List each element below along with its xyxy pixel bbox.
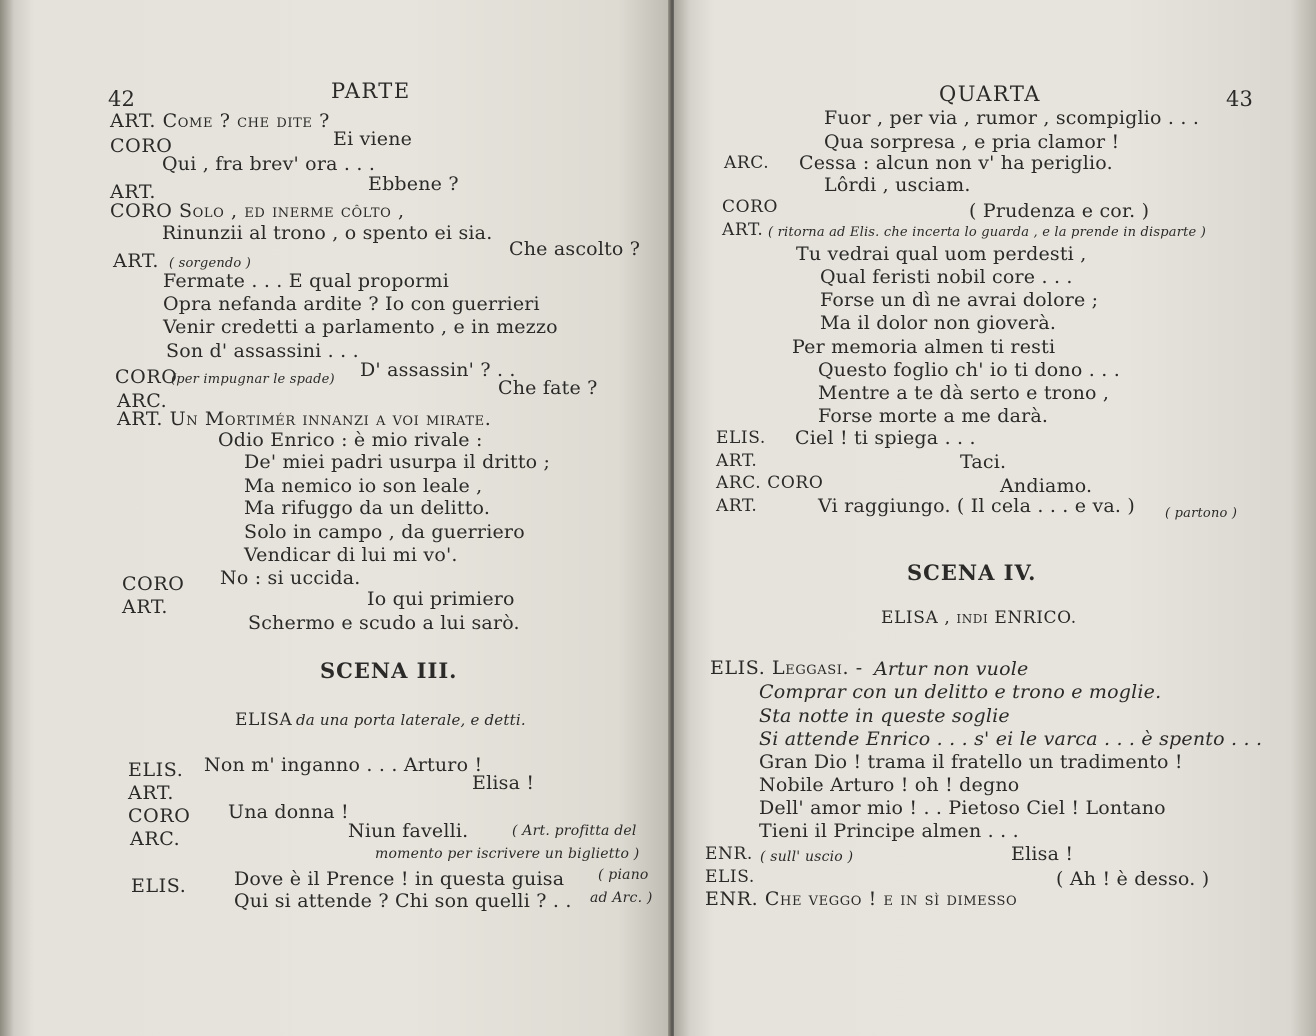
text-line: Forse un dì ne avrai dolore ;: [820, 289, 1099, 311]
text-line: Che ascolto ?: [509, 238, 641, 260]
speaker: ELIS.: [131, 875, 187, 897]
speaker: ART.: [722, 220, 764, 240]
text-line: CORO Solo , ed inerme côlto ,: [110, 200, 405, 222]
text-line: ART. Come ? che dite ?: [110, 110, 330, 132]
speaker: ELIS.: [716, 428, 766, 448]
text-line: Taci.: [960, 451, 1007, 473]
text-line: D' assassin' ? . .: [360, 359, 516, 381]
speaker: ART.: [128, 782, 175, 804]
text-line: Schermo e scudo a lui sarò.: [248, 612, 520, 634]
text-line: ART. Un Mortimér innanzi a voi mirate.: [117, 408, 492, 430]
text-line: Ciel ! ti spiega . . .: [795, 427, 976, 449]
stage-direction: ad Arc. ): [590, 890, 653, 906]
text-line: Io qui primiero: [367, 588, 515, 610]
text-line: Vi raggiungo. ( Il cela . . . e va. ): [818, 495, 1136, 517]
stage-direction: ( Art. profitta del: [512, 823, 637, 839]
text-line: Tu vedrai qual uom perdesti ,: [796, 243, 1087, 265]
text-line: Gran Dio ! trama il fratello un tradimento !: [759, 751, 1183, 773]
speaker: ART.: [122, 596, 169, 618]
scene-cast: ELISA , indi ENRICO.: [881, 608, 1077, 628]
scene-title: SCENA III.: [320, 658, 458, 683]
text-line: Qual feristi nobil core . . .: [820, 266, 1073, 288]
text-line: Fuor , per via , rumor , scompiglio . . .: [824, 107, 1200, 129]
speaker: CORO: [115, 366, 178, 388]
speaker: CORO: [722, 197, 779, 217]
text-line: No : si uccida.: [220, 567, 361, 589]
text-line: Questo foglio ch' io ti dono . . .: [818, 359, 1120, 381]
text-line: De' miei padri usurpa il dritto ;: [244, 451, 551, 473]
text-line: Ebbene ?: [368, 173, 459, 195]
text-line: Elisa !: [1011, 843, 1074, 865]
stage-direction: ( partono ): [1165, 506, 1238, 521]
page-number: 42: [108, 87, 136, 111]
text-line: Vendicar di lui mi vo'.: [244, 544, 458, 566]
text-line: Forse morte a me darà.: [818, 405, 1049, 427]
text-line: Qua sorpresa , e pria clamor !: [824, 131, 1120, 153]
text-line: ENR. Che veggo ! e in sì dimesso: [705, 888, 1018, 910]
text-line: Nobile Arturo ! oh ! degno: [759, 774, 1020, 796]
text-line: Comprar con un delitto e trono e moglie.: [759, 681, 1162, 703]
stage-direction: ( sorgendo ): [169, 256, 252, 271]
speaker: ENR.: [705, 844, 753, 864]
speaker: ART.: [716, 496, 758, 516]
stage-direction: (per impugnar le spade): [171, 372, 335, 387]
text-line: Qui si attende ? Chi son quelli ? . .: [234, 890, 572, 912]
text-line: Artur non vuole: [874, 658, 1029, 680]
running-head: QUARTA: [939, 82, 1041, 106]
speaker: ELIS.: [705, 867, 755, 887]
scene-title: SCENA IV.: [907, 560, 1037, 585]
right-page: [674, 0, 1316, 1036]
text-line: Opra nefanda ardite ? Io con guerrieri: [163, 293, 540, 315]
text-line: Sta notte in queste soglie: [759, 705, 1010, 727]
text-line: Qui , fra brev' ora . . .: [162, 153, 376, 175]
text-line: Tieni il Principe almen . . .: [759, 820, 1019, 842]
speaker: CORO: [110, 135, 173, 157]
text-line: Odio Enrico : è mio rivale :: [218, 429, 483, 451]
stage-direction: ( ritorna ad Elis. che incerta lo guarda , e la prende in disparte ): [768, 225, 1207, 240]
speaker: ART.: [113, 250, 160, 272]
text-line: Elisa !: [472, 772, 535, 794]
speaker: CORO: [128, 805, 191, 827]
text-line: Niun favelli.: [348, 820, 469, 842]
stage-direction: da una porta laterale, e detti.: [296, 711, 526, 729]
text-line: Ma rifuggo da un delitto.: [244, 497, 491, 519]
stage-direction: ( piano: [598, 867, 649, 883]
speaker: ELIS.: [128, 759, 184, 781]
page-number: 43: [1226, 87, 1254, 111]
text-line: Ma nemico io son leale ,: [244, 475, 483, 497]
stage-direction: momento per iscrivere un biglietto ): [375, 846, 640, 862]
text-line: Ei viene: [333, 128, 413, 150]
text-line: Rinunzii al trono , o spento ei sia.: [162, 222, 493, 244]
text-line: Per memoria almen ti resti: [792, 336, 1056, 358]
speaker: ARC.: [130, 828, 181, 850]
speaker: ARC.: [724, 153, 770, 173]
text-line: Non m' inganno . . . Arturo !: [204, 754, 483, 776]
text-line: ( Ah ! è desso. ): [1056, 868, 1210, 890]
speaker: ART.: [110, 181, 157, 203]
text-line: Andiamo.: [1000, 475, 1093, 497]
scene-cast: ELISA: [235, 710, 293, 730]
text-line: Dove è il Prence ! in questa guisa: [234, 868, 565, 890]
speaker: ARC.: [117, 390, 168, 412]
speaker: CORO: [122, 573, 185, 595]
text-line: Ma il dolor non gioverà.: [820, 312, 1057, 334]
running-head: PARTE: [331, 79, 411, 103]
text-line: ELIS. Leggasi. -: [710, 657, 863, 679]
stage-direction: ( sull' uscio ): [760, 849, 854, 865]
text-line: Venir credetti a parlamento , e in mezzo: [163, 316, 558, 338]
text-line: Mentre a te dà serto e trono ,: [818, 382, 1110, 404]
text-line: Dell' amor mio ! . . Pietoso Ciel ! Lontano: [759, 797, 1166, 819]
text-line: Solo in campo , da guerriero: [244, 521, 525, 543]
text-line: Lôrdi , usciam.: [824, 174, 971, 196]
text-line: Si attende Enrico . . . s' ei le varca . . . è spento . . .: [759, 728, 1263, 750]
text-line: Una donna !: [228, 801, 349, 823]
speaker: ARC. CORO: [716, 473, 824, 493]
speaker: ART.: [716, 451, 758, 471]
text-line: Cessa : alcun non v' ha periglio.: [799, 152, 1113, 174]
text-line: Che fate ?: [498, 377, 598, 399]
text-line: Son d' assassini . . .: [166, 340, 359, 362]
text-line: ( Prudenza e cor. ): [969, 200, 1150, 222]
text-line: Fermate . . . E qual propormi: [163, 270, 449, 292]
